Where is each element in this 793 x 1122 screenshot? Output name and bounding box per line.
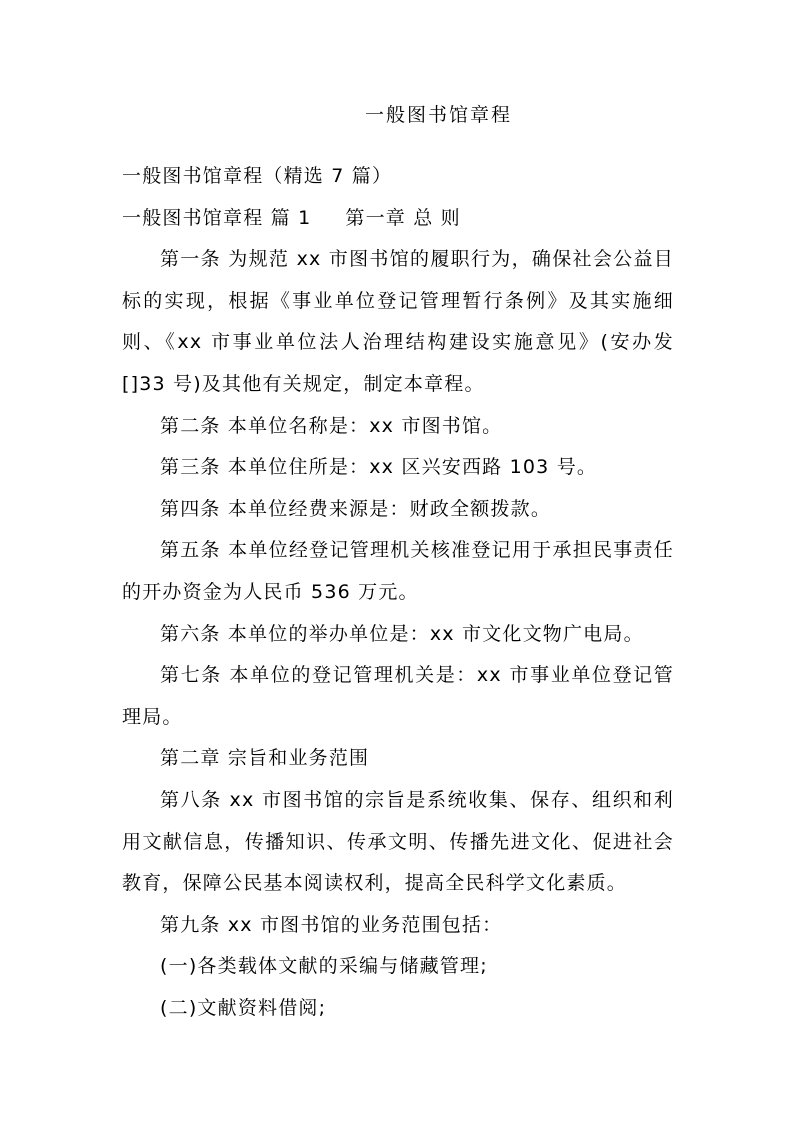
article-4: 第四条 本单位经费来源是：财政全额拨款。 [160, 497, 552, 520]
list-item-2: (二)文献资料借阅; [160, 996, 327, 1019]
article-1: 第一条 为规范 xx 市图书馆的履职行为，确保社会公益目标的实现，根据《事业单位登记管理暂行条例》及其实施细则、《xx 市事业单位法人治理结构建设实施意见》(安办发[]33 号)及其他有关规定，制定本章程。 [122, 248, 674, 395]
document-subtitle: 一般图书馆章程（精选 7 篇） [122, 165, 393, 187]
part-heading-line [122, 198, 674, 240]
article-5: 第五条 本单位经登记管理机关核准登记用于承担民事责任的开办资金为人民币 536 万元。 [122, 539, 674, 603]
document-body [122, 156, 674, 1029]
article-2: 第二条 本单位名称是：xx 市图书馆。 [160, 414, 503, 437]
article-6: 第六条 本单位的举办单位是：xx 市文化文物广电局。 [160, 622, 644, 645]
chapter-1-heading: 第一章 总 则 [345, 206, 461, 229]
article-9: 第九条 xx 市图书馆的业务范围包括： [160, 913, 503, 936]
article-3: 第三条 本单位住所是：xx 区兴安西路 103 号。 [160, 456, 598, 479]
part-heading: 一般图书馆章程 篇 1 [122, 206, 312, 229]
list-item-1: (一)各类载体文献的采编与储藏管理; [160, 955, 488, 978]
chapter-2-heading: 第二章 宗旨和业务范围 [160, 747, 370, 770]
article-7: 第七条 本单位的登记管理机关是：xx 市事业单位登记管理局。 [122, 664, 674, 728]
article-8: 第八条 xx 市图书馆的宗旨是系统收集、保存、组织和利用文献信息，传播知识、传承文明、传播先进文化、促进社会教育，保障公民基本阅读权利，提高全民科学文化素质。 [122, 788, 674, 895]
document-title: 一般图书馆章程 [364, 104, 512, 126]
